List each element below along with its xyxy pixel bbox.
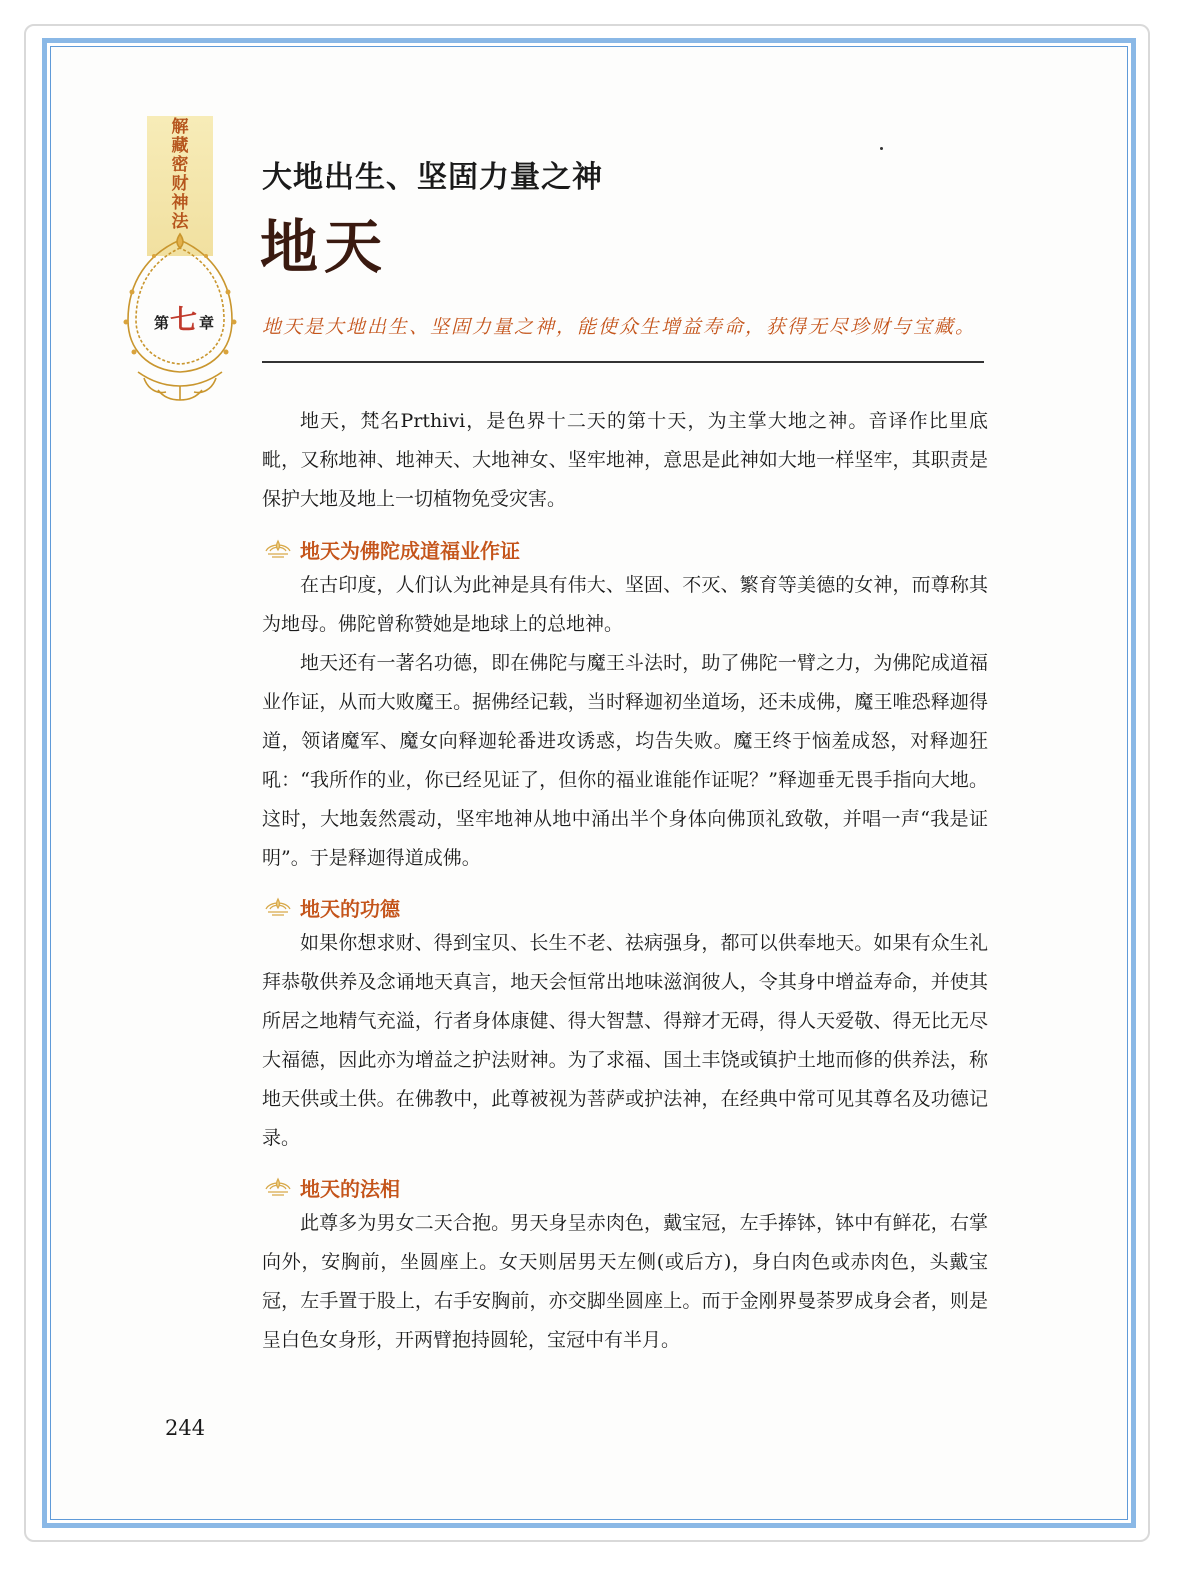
intro-paragraph: 地天，梵名Prthivi，是色界十二天的第十天，为主掌大地之神。音译作比里底毗，又称地神、地神天、大地神女、坚牢地神，意思是此神如大地一样坚牢，其职责是保护大地及地上一切植物免受灾害。 xyxy=(262,410,988,510)
section-paragraph: 地天还有一著名功德，即在佛陀与魔王斗法时，助了佛陀一臂之力，为佛陀成道福业作证，从而大败魔王。据佛经记载，当时释迦初坐道场，还未成佛，魔王唯恐释迦得道，领诸魔军、魔女向释迦轮番进攻诱惑，均告失败。魔王终于恼羞成怒，对释迦狂吼：“我所作的业，你已经见证了，但你的福业谁能作证呢？”释迦垂无畏手指向大地。这时，大地轰然震动，坚牢地神从地中涌出半个身体向佛顶礼致敬，并唱一声“我是证明”。于是释迦得道成佛。 xyxy=(262,652,988,869)
section-paragraph: 在古印度，人们认为此神是具有伟大、坚固、不灭、繁育等美德的女神，而尊称其为地母。佛陀曾称赞她是地球上的总地神。 xyxy=(262,574,988,635)
section-heading xyxy=(262,892,400,922)
section-body xyxy=(262,566,988,878)
section-title: 地天的法相 xyxy=(300,1176,400,1201)
lotus-icon xyxy=(262,1175,294,1199)
section-title: 地天的功德 xyxy=(300,896,400,921)
section-body xyxy=(262,1204,988,1360)
lotus-icon xyxy=(262,895,294,919)
section-body xyxy=(262,924,988,1158)
header-divider xyxy=(262,361,984,363)
section-heading xyxy=(262,1172,400,1202)
print-speck xyxy=(880,147,883,150)
chapter-kicker: 大地出生、坚固力量之神 xyxy=(262,160,603,195)
section-paragraph: 此尊多为男女二天合抱。男天身呈赤肉色，戴宝冠，左手捧钵，钵中有鲜花，右掌向外，安胸前，坐圆座上。女天则居男天左侧(或后方)，身白肉色或赤肉色，头戴宝冠，左手置于股上，右手安胸前，亦交脚坐圆座上。而于金刚界曼荼罗成身会者，则是呈白色女身形，开两臂抱持圆轮，宝冠中有半月。 xyxy=(262,1212,988,1351)
lotus-icon xyxy=(262,537,294,561)
intro-block xyxy=(262,402,988,519)
section-heading xyxy=(262,534,520,564)
section-paragraph: 如果你想求财、得到宝贝、长生不老、祛病强身，都可以供奉地天。如果有众生礼拜恭敬供养及念诵地天真言，地天会恒常出地味滋润彼人，令其身中增益寿命，并使其所居之地精气充溢，行者身体康健、得大智慧、得辩才无碍，得人天爱敬、得无比无尽大福德，因此亦为增益之护法财神。为了求福、国土丰饶或镇护土地而修的供养法，称地天供或土供。在佛教中，此尊被视为菩萨或护法神，在经典中常可见其尊名及功德记录。 xyxy=(262,932,988,1149)
chapter-tagline: 地天是大地出生、坚固力量之神，能使众生增益寿命，获得无尽珍财与宝藏。 xyxy=(262,316,977,338)
section-title: 地天为佛陀成道福业作证 xyxy=(300,538,520,563)
chapter-prefix: 第 xyxy=(154,314,170,332)
chapter-suffix: 章 xyxy=(199,314,215,332)
series-title: 解藏密财神法 xyxy=(171,117,189,232)
chapter-number: 七 xyxy=(170,305,197,336)
page-number: 244 xyxy=(165,1416,206,1440)
page-title: 地天 xyxy=(260,213,389,281)
